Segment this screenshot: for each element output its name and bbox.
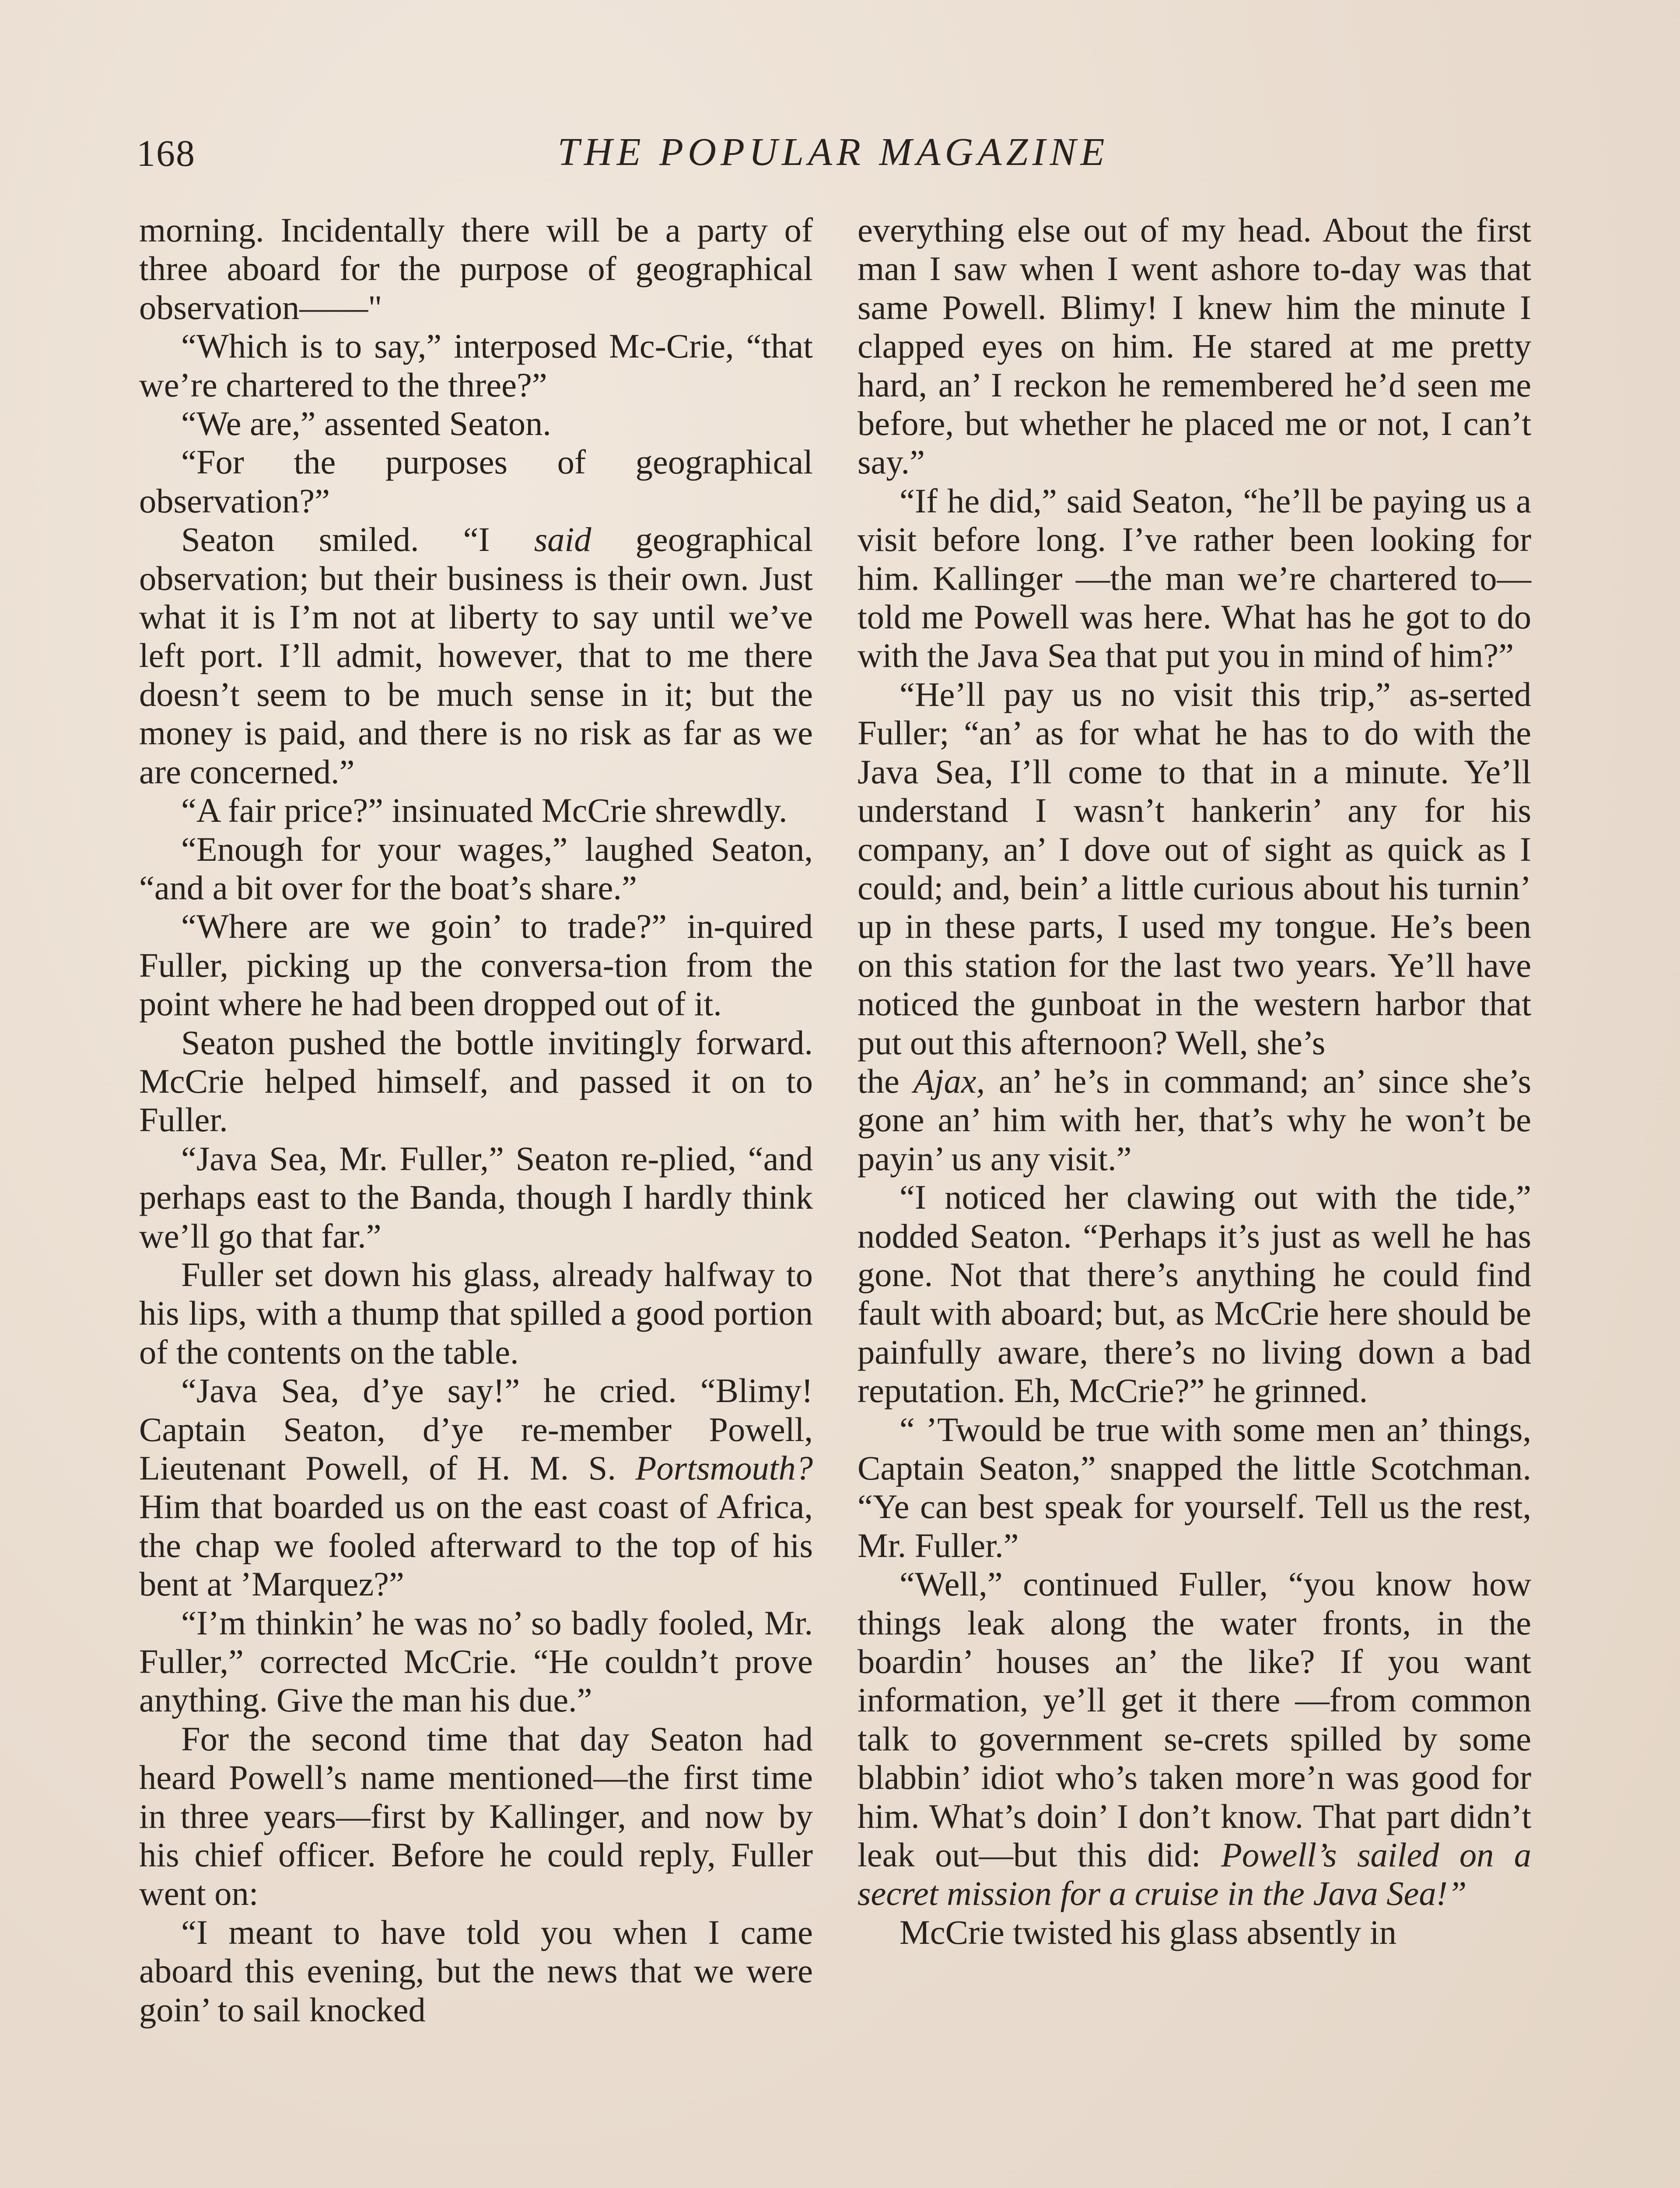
italic-text: Ajax, [913,1062,985,1100]
paragraph-text: Him that boarded us on the east coast of Africa, the chap we fooled afterward to the top of his bent at ’Marquez?” [139,1487,813,1603]
paragraph-text: “Java Sea, d’ye say!” he cried. “Blimy! Captain Seaton, d’ye re-member Powell, Lieutenant Powell, of H. M. S. [139,1371,813,1487]
paragraph: “He’ll pay us no visit this trip,” as-serted Fuller; “an’ as for what he has to do with the Java Sea, I’ll come to that in a minute. Ye’ll understand I wasn’t hankerin’ any for his company, an’ I dove out of sight as quick as I could; and, bein’ a little curious about his turnin’ up in these parts, I used my tongue. He’s been on this station for the last two years. Ye’ll have noticed the gunboat in the western harbor that put out this afternoon? Well, she’s [858,675,1531,1062]
paragraph: Fuller set down his glass, already halfway to his lips, with a thump that spilled a good portion of the contents on the table. [139,1255,813,1371]
paragraph: morning. Incidentally there will be a party of three aboard for the purpose of geographical observation——" [139,211,813,326]
paragraph: everything else out of my head. About the first man I saw when I went ashore to-day was that same Powell. Blimy! I knew him the minute I clapped eyes on him. He stared at me pretty hard, an’ I reckon he remembered he’d seen me before, but whether he placed me or not, I can’t say.” [858,211,1531,481]
italic-text: said [534,520,592,559]
paragraph: Seaton pushed the bottle invitingly forward. McCrie helped himself, and passed it on to Fuller. [139,1023,813,1139]
page-header [136,130,1530,182]
right-column [858,211,1531,1952]
paragraph [139,520,813,791]
paragraph-text: an’ he’s in command; an’ since she’s gone an’ him with her, that’s why he won’t be payin’ us any visit.” [858,1062,1531,1178]
paragraph-text: “Well,” continued Fuller, “you know how things leak along the water fronts, in the boardin’ houses an’ the like? If you want information, ye’ll get it there —from common talk to government se-crets spilled by some blabbin’ idiot who’s taken more’n was good for him. What’s doin’ I don’t know. That part didn’t leak out—but this did: [858,1565,1531,1874]
paragraph: For the second time that day Seaton had heard Powell’s name mentioned—the first time in three years—first by Kallinger, and now by his chief officer. Before he could reply, Fuller went on: [139,1719,813,1913]
paragraph [858,1565,1531,1913]
paragraph [858,1062,1531,1178]
paragraph: “I meant to have told you when I came aboard this evening, but the news that we were goin’ to sail knocked [139,1913,813,2029]
paragraph: “ ’Twould be true with some men an’ things, Captain Seaton,” snapped the little Scotchman. “Ye can best speak for yourself. Tell us the rest, Mr. Fuller.” [858,1410,1531,1564]
paragraph: “For the purposes of geographical observation?” [139,443,813,520]
paragraph [139,1371,813,1603]
paragraph-text: geographical observation; but their business is their own. Just what it is I’m not at liberty to say until we’ve left port. I’ll admit, however, that to me there doesn’t seem to be much sense in it; but the money is paid, and there is no risk as far as we are concerned.” [139,520,813,791]
paragraph: “Enough for your wages,” laughed Seaton, “and a bit over for the boat’s share.” [139,830,813,907]
paragraph: “If he did,” said Seaton, “he’ll be paying us a visit before long. I’ve rather been looking for him. Kallinger —the man we’re chartered to—told me Powell was here. What has he got to do with the Java Sea that put you in mind of him?” [858,481,1531,675]
paragraph: “We are,” assented Seaton. [181,404,551,443]
paragraph: McCrie twisted his glass absently in [900,1913,1396,1951]
left-column [139,211,813,2029]
page-number: 168 [136,132,196,174]
paragraph: “Where are we goin’ to trade?” in-quired Fuller, picking up the conversa-tion from the point where he had been dropped out of it. [139,907,813,1023]
paragraph: “A fair price?” insinuated McCrie shrewdly. [181,791,788,830]
italic-text: Portsmouth? [635,1449,813,1487]
paragraph: “I’m thinkin’ he was no’ so badly fooled, Mr. Fuller,” corrected McCrie. “He couldn’t prove anything. Give the man his due.” [139,1603,813,1719]
running-head: THE POPULAR MAGAZINE [557,130,1109,174]
paragraph-text: Seaton smiled. “I [181,520,534,559]
paragraph-text: the [858,1062,914,1100]
paragraph: “I noticed her clawing out with the tide,” nodded Seaton. “Perhaps it’s just as well he has gone. Not that there’s anything he could find fault with aboard; but, as McCrie here should be painfully aware, there’s no living down a bad reputation. Eh, McCrie?” he grinned. [858,1178,1531,1410]
italic-text: Powell’s sailed on a secret mission for a cruise in the Java Sea!” [858,1836,1531,1913]
paragraph: “Which is to say,” interposed Mc-Crie, “that we’re chartered to the three?” [139,327,813,404]
paragraph: “Java Sea, Mr. Fuller,” Seaton re-plied, “and perhaps east to the Banda, though I hardly think we’ll go that far.” [139,1139,813,1255]
